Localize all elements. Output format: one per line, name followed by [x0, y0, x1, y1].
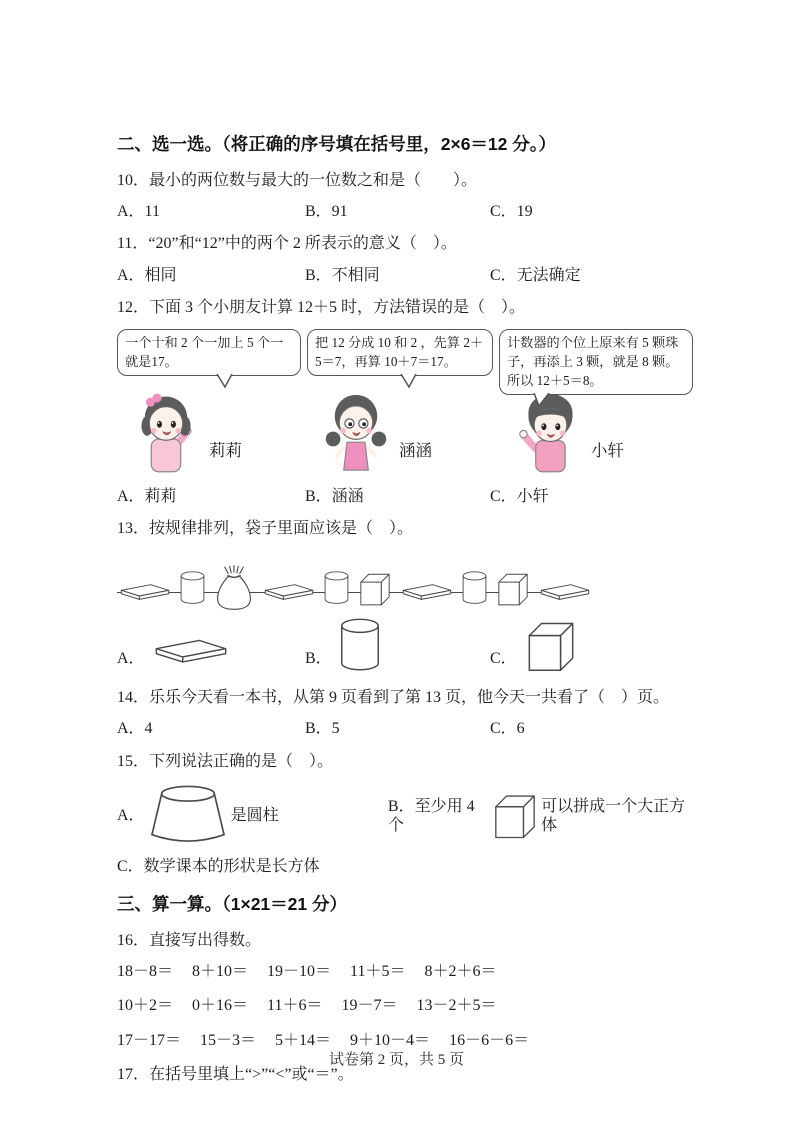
option-a: A．相同 [117, 266, 177, 284]
option-label: B． [305, 650, 332, 668]
option-text: 可以拼成一个大正方体 [541, 797, 686, 834]
question-15-text: 15．下列说法正确的是（ ）。 [117, 752, 334, 770]
speech-tail [215, 374, 237, 389]
speech-tail [529, 393, 551, 408]
cube-icon [492, 793, 538, 839]
kid-xiaoxuan [499, 329, 693, 477]
option-shape [153, 638, 229, 672]
speech-tail [399, 374, 421, 389]
question-16-text: 16．直接写出得数。 [117, 931, 262, 949]
kid-name-hanhan: 涵涵 [399, 441, 432, 461]
cube-icon [358, 572, 392, 606]
flat-cuboid-icon [539, 583, 591, 601]
question-17-text: 17．在括号里填上“>”“<”或“＝”。 [117, 1065, 354, 1083]
calc-row-1 [117, 962, 693, 981]
option-label: C． [490, 650, 517, 668]
question-12-text: 12．下面 3 个小朋友计算 12＋5 时，方法错误的是（ ）。 [117, 298, 526, 316]
kid-name-xiaoxuan: 小轩 [591, 441, 624, 461]
truncated-cone-icon [149, 784, 227, 848]
option-text: B．至少用 4 个 [387, 797, 475, 834]
speech-bubble-xiaoxuan: 计数器的个位上原来有 5 颗珠子，再添上 3 颗，就是 8 颗。所以 12＋5＝8。 [499, 329, 693, 395]
kid-name-lili: 莉莉 [209, 441, 242, 461]
calc-row-3 [117, 1031, 693, 1050]
option-c: C．6 [490, 720, 525, 738]
calc-item: 10＋2＝ [117, 997, 174, 1015]
option-b: B．91 [305, 203, 348, 221]
option-c: C．无法确定 [490, 266, 581, 284]
option-c: C．小轩 [490, 487, 549, 505]
option-b: B．不相同 [305, 266, 380, 284]
flat-cuboid-icon [263, 583, 315, 601]
speech-bubble-lili: 一个十和 2 个一加上 5 个一就是17。 [117, 329, 301, 376]
cloth-bag-icon [214, 565, 254, 611]
calc-item: 9＋10－4＝ [350, 1031, 431, 1049]
option-label: A． [117, 807, 145, 825]
option-b [305, 618, 490, 672]
cylinder-icon [324, 571, 349, 605]
option-b: B．涵涵 [305, 487, 364, 505]
question-14-options [117, 719, 693, 738]
section-calculate-title: 三、算一算。（1×21＝21 分） [117, 893, 347, 914]
calc-item: 13－2＋5＝ [416, 997, 497, 1015]
question-10-text: 10．最小的两位数与最大的一位数之和是（ ）。 [117, 172, 478, 189]
option-text: 是圆柱 [230, 807, 279, 825]
option-b [388, 793, 693, 839]
flat-cuboid-icon [153, 638, 229, 664]
kid-hanhan [307, 329, 493, 477]
question-14-text: 14．乐乐今天看一本书，从第 9 页看到了第 13 页，他今天一共看了（ ）页。 [117, 689, 670, 707]
question-13-text: 13．按规律排列，袋子里面应该是（ ）。 [117, 520, 414, 538]
pattern-sequence [117, 550, 693, 614]
calc-item: 5＋14＝ [275, 1031, 332, 1049]
cylinder-icon [340, 618, 380, 672]
option-shape [340, 618, 380, 672]
option-c: C．数学课本的形状是长方体 [117, 857, 320, 875]
calc-row-2 [117, 996, 693, 1015]
girl-hanhan-illustration [311, 385, 401, 475]
cylinder-icon [462, 571, 487, 605]
question-15-options-ab [117, 783, 693, 849]
calc-item: 8＋2＋6＝ [424, 963, 497, 981]
calc-item: 15－3＝ [200, 1031, 257, 1049]
girl-lili-illustration [121, 385, 211, 475]
option-shape [525, 620, 577, 672]
calc-item: 19－7＝ [341, 997, 398, 1015]
kid-lili [117, 329, 301, 477]
option-shape [149, 784, 227, 848]
calc-item: 18－8＝ [117, 963, 174, 981]
option-b: B．5 [305, 720, 340, 738]
cube-icon [525, 620, 577, 672]
section-choose-title: 二、选一选。（将正确的序号填在括号里，2×6＝12 分。） [117, 134, 557, 154]
flat-cuboid-icon [119, 583, 171, 601]
cube-icon [496, 572, 530, 606]
question-13-options [117, 618, 693, 672]
question-12-options [117, 487, 693, 506]
calc-item: 11＋6＝ [267, 997, 323, 1015]
calc-item: 11＋5＝ [350, 963, 406, 981]
cylinder-icon [180, 571, 205, 605]
calc-item: 16－6－6＝ [449, 1031, 530, 1049]
option-a: A．4 [117, 720, 153, 738]
calc-item: 17－17＝ [117, 1031, 182, 1049]
option-shape [492, 793, 538, 839]
option-c: C．19 [490, 203, 533, 221]
question-12-illustration [117, 329, 693, 477]
calc-item: 19－10＝ [267, 963, 332, 981]
option-a [117, 638, 305, 672]
calc-item: 8＋10＝ [192, 963, 249, 981]
speech-bubble-hanhan: 把 12 分成 10 和 2 ，先算 2＋5＝7，再算 10＋7＝17。 [307, 329, 493, 376]
option-a: A．莉莉 [117, 487, 177, 505]
question-10-options [117, 202, 693, 221]
question-11-options [117, 266, 693, 285]
flat-cuboid-icon [401, 583, 453, 601]
page-footer: 试卷第 2 页，共 5 页 [328, 1052, 464, 1068]
option-c [490, 620, 693, 672]
option-a: A．11 [117, 203, 160, 221]
option-a [117, 784, 388, 848]
calc-item: 0＋16＝ [192, 997, 249, 1015]
question-11-text: 11．“20”和“12”中的两个 2 所表示的意义（ ）。 [117, 235, 457, 253]
option-label: A． [117, 650, 145, 668]
